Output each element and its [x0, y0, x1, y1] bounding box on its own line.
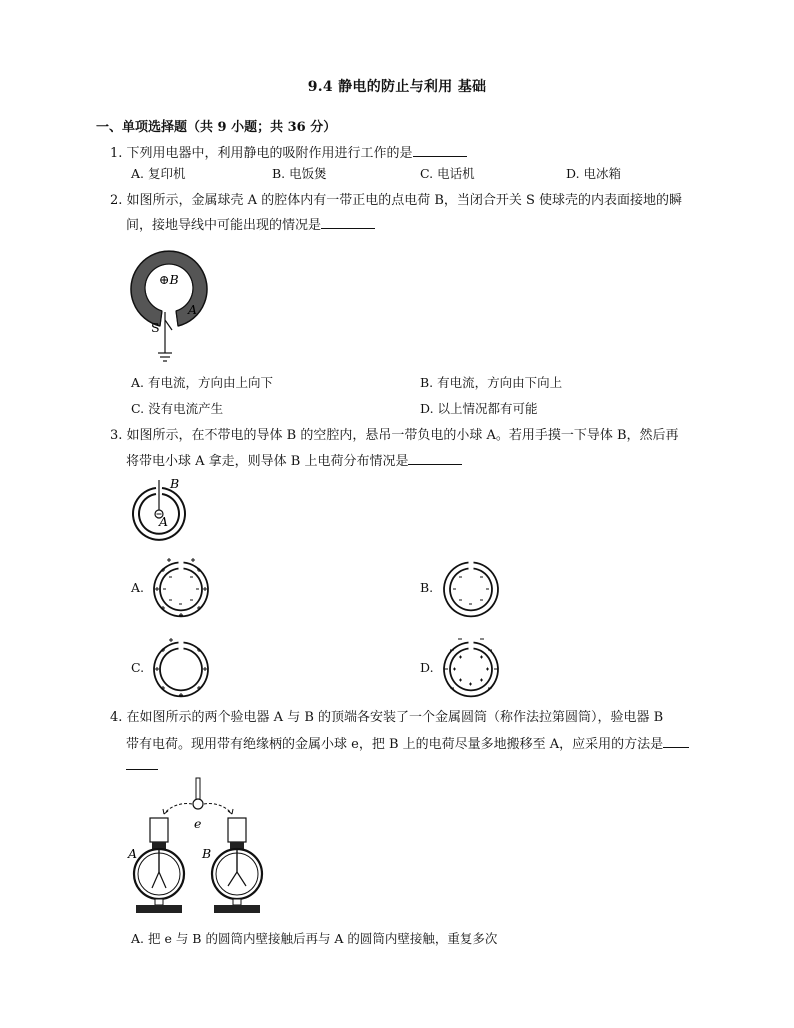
question-2-option-c: C. 没有电流产生 [131, 401, 224, 416]
electroscope-a [134, 818, 184, 913]
question-4-stem-line1: 4. 在如图所示的两个验电器 A 与 B 的顶端各安装了一个金属圆筒（称作法拉第圆筒），验电器 B [110, 710, 664, 725]
question-2-option-b: B. 有电流，方向由下向上 [420, 375, 563, 390]
conductor-b-label: B [170, 476, 180, 491]
question-3-stem-line2 [126, 450, 462, 472]
question-1-option-b: B. 电饭煲 [272, 166, 327, 181]
question-2-option-d: D. 以上情况都有可能 [420, 401, 538, 416]
answer-blank [408, 450, 462, 465]
page-title: 9.4 静电的防止与利用 基础 [307, 79, 487, 95]
question-3-figure [126, 476, 196, 548]
question-3-option-d-figure [438, 636, 504, 702]
switch-s-label: S [151, 320, 160, 335]
question-3-option-a: A. [131, 580, 145, 595]
question-1-text: 1. 下列用电器中，利用静电的吸附作用进行工作的是 [110, 146, 413, 161]
ball-e-label: e [194, 816, 202, 831]
question-2-figure [120, 240, 220, 370]
answer-blank [413, 142, 467, 157]
question-4-figure [124, 776, 284, 926]
ball-a-label: A [159, 514, 169, 529]
question-3-option-c: C. [131, 660, 145, 675]
electroscope-a-label: A [128, 846, 138, 861]
question-1-stem [110, 142, 467, 164]
charge-b-label: ⊕B [159, 272, 179, 287]
question-1-option-d: D. 电冰箱 [566, 166, 622, 181]
shell-a-label: A [188, 302, 198, 317]
answer-blank [663, 733, 689, 748]
question-4-stem-line2 [126, 733, 689, 755]
question-1-option-c: C. 电话机 [420, 166, 475, 181]
question-2-option-a: A. 有电流，方向由上向下 [131, 375, 273, 390]
switch-s [165, 320, 172, 330]
question-1-option-a: A. 复印机 [131, 166, 186, 181]
question-3-text: 将带电小球 A 拿走，则导体 B 上电荷分布情况是 [126, 454, 409, 469]
question-3-option-b: B. [420, 580, 434, 595]
question-2-stem-line1: 2. 如图所示，金属球壳 A 的腔体内有一带正电的点电荷 B，当闭合开关 S 使球壳的内表面接地的瞬 [110, 193, 683, 208]
question-3-option-d: D. [420, 660, 434, 675]
electroscope-b-label: B [202, 846, 212, 861]
answer-blank-continued [126, 755, 158, 770]
question-4-text: 带有电荷。现用带有绝缘柄的金属小球 e，把 B 上的电荷尽量多地搬移至 A，应采用的方法是 [126, 737, 664, 752]
question-2-text: 间，接地导线中可能出现的情况是 [126, 218, 322, 233]
metal-ball-e [193, 799, 203, 809]
question-4-option-a: A. 把 e 与 B 的圆筒内壁接触后再与 A 的圆筒内壁接触，重复多次 [131, 931, 498, 946]
question-2-stem-line2 [126, 214, 375, 236]
question-3-stem-line1: 3. 如图所示，在不带电的导体 B 的空腔内，悬吊一带负电的小球 A。若用手摸一下导体 B，然后再 [110, 428, 679, 443]
answer-blank [321, 214, 375, 229]
section-heading: 一、单项选择题（共 9 小题；共 36 分） [96, 120, 337, 135]
question-3-option-c-figure [148, 636, 214, 702]
electroscope-b [212, 818, 262, 913]
question-3-option-a-figure [148, 556, 214, 622]
question-3-option-b-figure [438, 556, 504, 622]
